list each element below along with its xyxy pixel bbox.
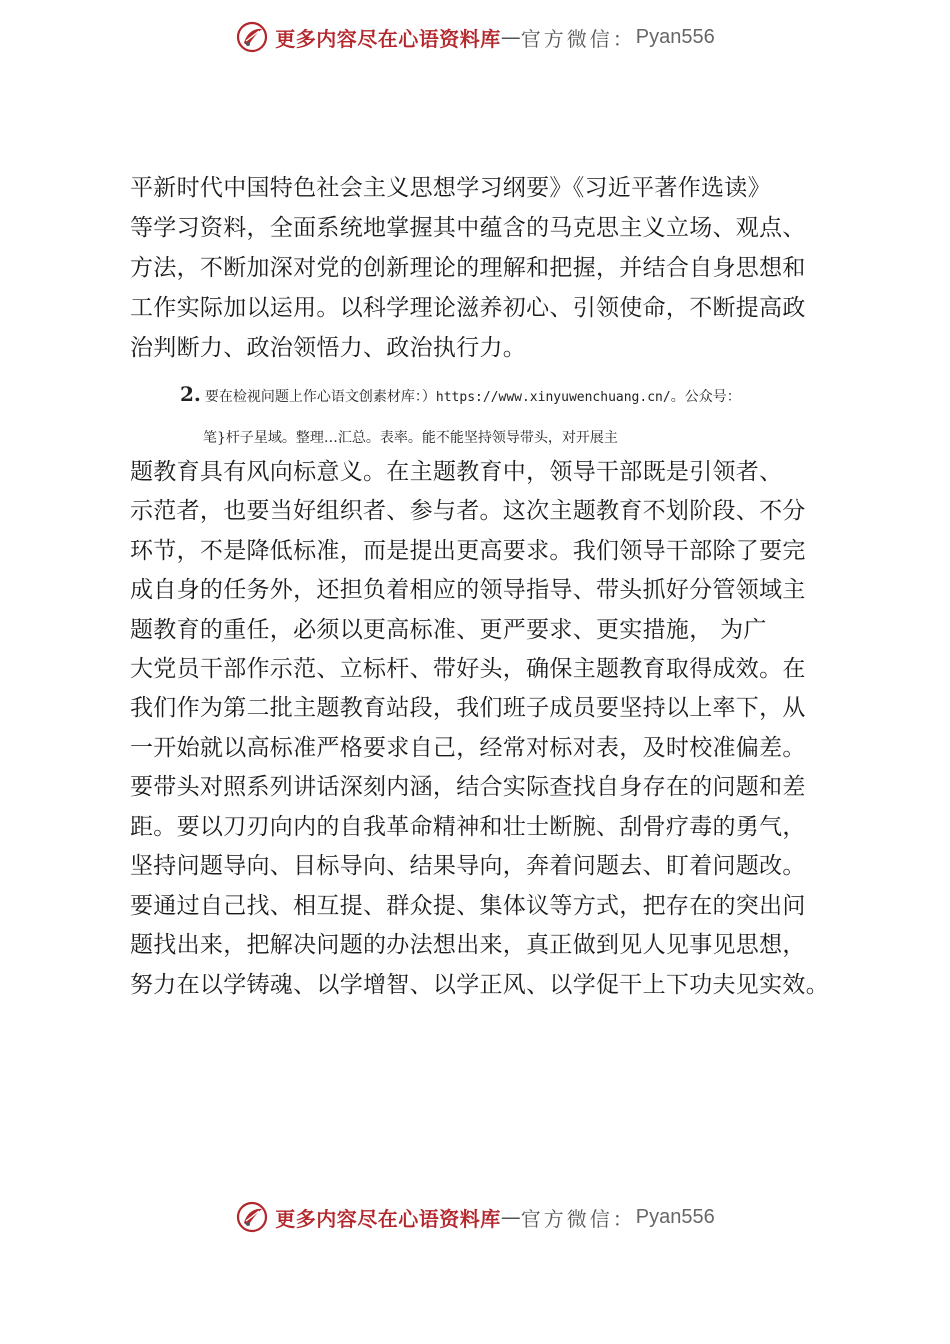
paragraph-2-line: 要带头对照系列讲话深刻内涵，结合实际查找自身存在的问题和差 <box>130 774 806 800</box>
paragraph-1-line: 治判断力、政治领悟力、政治执行力。 <box>130 335 527 361</box>
header-wechat-label: 官方微信： <box>520 26 636 51</box>
paragraph-1-line: 平新时代中国特色社会主义思想学习纲要》《习近平著作选读》 <box>130 175 771 201</box>
paragraph-2-line: 距。要以刀刃向内的自我革命精神和壮士断腕、刮骨疗毒的勇气， <box>130 814 806 840</box>
paragraph-2-line: 一开始就以高标准严格要求自己，经常对标对表，及时校准偏差。 <box>130 735 806 761</box>
header-wechat-id: Pyan556 <box>635 25 715 48</box>
paragraph-2-line: 成自身的任务外，还担负着相应的领导指导、带头抓好分管领域主 <box>130 577 806 603</box>
footer-wechat-id: Pyan556 <box>635 1205 715 1228</box>
paragraph-2-line: 题找出来，把解决问题的办法想出来，真正做到见人见事见思想， <box>130 932 806 958</box>
paragraph-2-line: 示范者，也要当好组织者、参与者。这次主题教育不划阶段、不分 <box>130 498 806 524</box>
section-number: 2. <box>180 382 201 406</box>
paragraph-2-line: 坚持问题导向、目标导向、结果导向，奔着问题去、盯着问题改。 <box>130 853 806 879</box>
section-2-text: 要在检视问题上作心语文创素材库：） <box>204 389 436 405</box>
footer-brand-text: 更多内容尽在心语资料库 <box>275 1206 501 1231</box>
paragraph-2-line: 环节，不是降低标准，而是提出更高要求。我们领导干部除了要完 <box>130 538 806 564</box>
footer-wechat-label: 官方微信： <box>520 1206 636 1231</box>
paragraph-2-line: 题教育具有风向标意义。在主题教育中，领导干部既是引领者、 <box>130 459 783 485</box>
paragraph-2-line: 我们作为第二批主题教育站段，我们班子成员要坚持以上率下，从 <box>130 695 806 721</box>
paragraph-2-line: 要通过自己找、相互提、群众提、集体议等方式，把存在的突出问 <box>130 893 806 919</box>
paragraph-2-line: 大党员干部作示范、立标杆、带好头，确保主题教育取得成效。在 <box>130 656 806 682</box>
brand-logo-icon <box>235 20 269 54</box>
paragraph-2-line: 努力在以学铸魂、以学增智、以学正风、以学促干上下功夫见实效。 <box>130 972 829 998</box>
brand-logo-icon <box>235 1200 269 1234</box>
footer-dash: — <box>500 1205 521 1229</box>
section-2-line-1 <box>180 384 741 408</box>
header-banner <box>0 17 950 57</box>
section-2-line-2: 笔}杆子星域。整理…汇总。表率。能不能坚持领导带头，对开展主 <box>203 430 618 446</box>
header-dash: — <box>500 25 521 49</box>
footer-banner <box>0 1197 950 1237</box>
paragraph-2-line: 题教育的重任，必须以更高标准、更严要求、更实措施， 为广 <box>130 617 767 643</box>
paragraph-1-line: 工作实际加以运用。以科学理论滋养初心、引领使命，不断提高政 <box>130 295 806 321</box>
section-2-tail: 。公众号： <box>670 389 741 405</box>
paragraph-1-line: 方法，不断加深对党的创新理论的理解和把握，并结合自身思想和 <box>130 255 806 281</box>
source-url-link[interactable]: https://www.xinyuwenchuang.cn/ <box>435 390 671 405</box>
header-brand-text: 更多内容尽在心语资料库 <box>275 26 501 51</box>
paragraph-1-line: 等学习资料，全面系统地掌握其中蕴含的马克思主义立场、观点、 <box>130 215 806 241</box>
